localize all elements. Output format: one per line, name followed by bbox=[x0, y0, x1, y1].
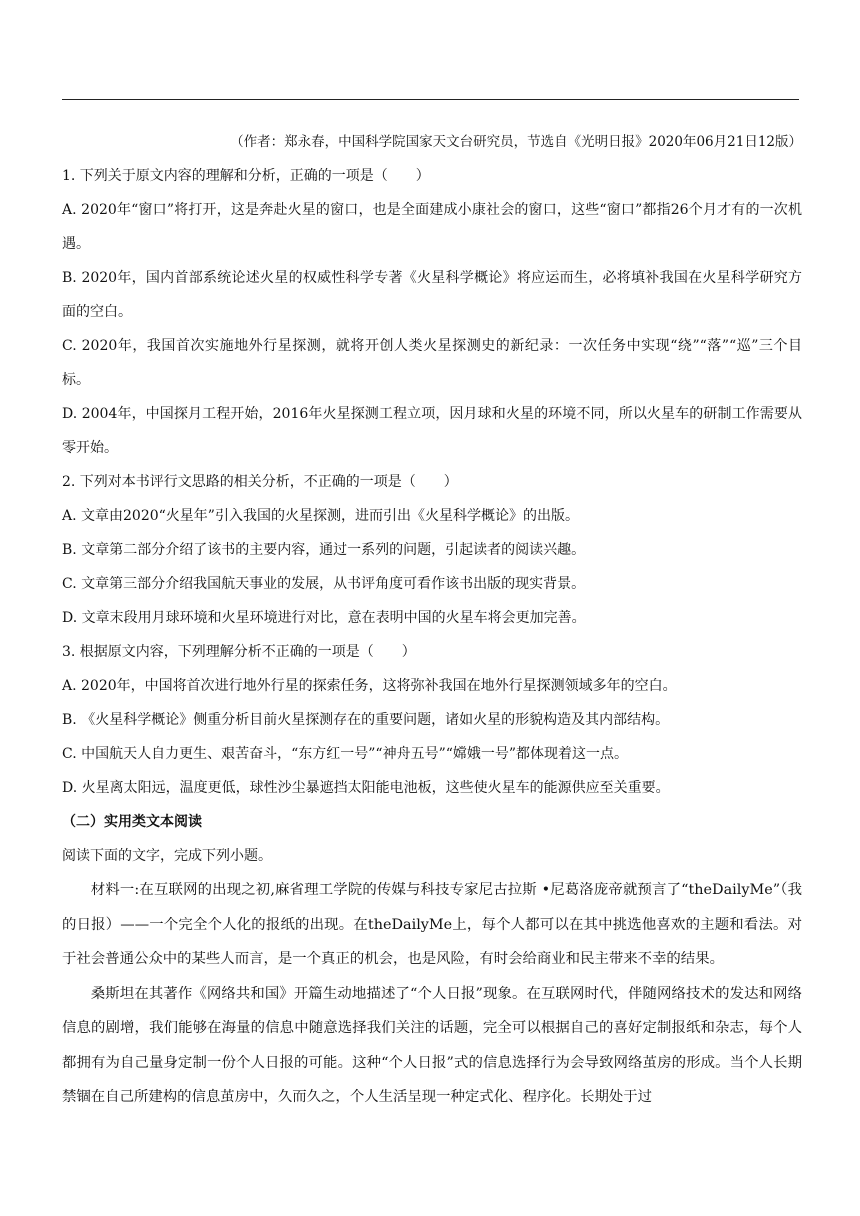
page-content bbox=[62, 132, 802, 1122]
question-2-option-a: A. 文章由2020“火星年”引入我国的火星探测，进而引出《火星科学概论》的出版。 bbox=[62, 508, 579, 524]
material-paragraph-2: 桑斯坦在其著作《网络共和国》开篇生动地描述了“个人日报”现象。在互联网时代，伴随网络技术的发达和网络信息的剧增，我们能够在海量的信息中随意选择我们关注的话题，完全可以根据自己的喜好定制报纸和杂志，每个人都拥有为自己量身定制一份个人日报的可能。这种“个人日报”式的信息选择行为会导致网络茧房的形成。当个人长期禁锢在自己所建构的信息茧房中，久而久之，个人生活呈现一种定式化、程序化。长期处于过 bbox=[62, 985, 802, 1105]
question-3-option-a: A. 2020年，中国将首次进行地外行星的探索任务，这将弥补我国在地外行星探测领域多年的空白。 bbox=[62, 678, 677, 694]
question-1-stem: 1. 下列关于原文内容的理解和分析，正确的一项是（ ） bbox=[62, 168, 430, 184]
question-1-option-d: D. 2004年，中国探月工程开始，2016年火星探测工程立项，因月球和火星的环境不同，所以火星车的研制工作需要从零开始。 bbox=[62, 406, 802, 456]
question-3-option-c: C. 中国航天人自力更生、艰苦奋斗，“东方红一号”“神舟五号”“嫦娥一号”都体现着这一点。 bbox=[62, 746, 629, 762]
section-heading: （二）实用类文本阅读 bbox=[62, 814, 202, 830]
question-2-option-c: C. 文章第三部分介绍我国航天事业的发展，从书评角度可看作该书出版的现实背景。 bbox=[62, 576, 586, 592]
question-2-option-b: B. 文章第二部分介绍了该书的主要内容，通过一系列的问题，引起读者的阅读兴趣。 bbox=[62, 542, 586, 558]
question-1-option-c: C. 2020年，我国首次实施地外行星探测，就将开创人类火星探测史的新纪录：一次任务中实现“绕”“落”“巡”三个目标。 bbox=[62, 338, 802, 388]
question-2-stem: 2. 下列对本书评行文思路的相关分析，不正确的一项是（ ） bbox=[62, 474, 458, 490]
question-3-option-d: D. 火星离太阳远，温度更低，球性沙尘暴遮挡太阳能电池板，这些使火星车的能源供应至关重要。 bbox=[62, 780, 670, 796]
question-3-stem: 3. 根据原文内容，下列理解分析不正确的一项是（ ） bbox=[62, 644, 416, 660]
question-1-option-b: B. 2020年，国内首部系统论述火星的权威性科学专著《火星科学概论》将应运而生，必将填补我国在火星科学研究方面的空白。 bbox=[62, 270, 802, 320]
question-1-option-a: A. 2020年“窗口”将打开，这是奔赴火星的窗口，也是全面建成小康社会的窗口，这些“窗口”都指26个月才有的一次机遇。 bbox=[62, 202, 802, 252]
reading-instruction: 阅读下面的文字，完成下列小题。 bbox=[62, 848, 272, 864]
header-rule bbox=[62, 99, 799, 100]
question-2-option-d: D. 文章末段用月球环境和火星环境进行对比，意在表明中国的火星车将会更加完善。 bbox=[62, 610, 586, 626]
question-3-option-b: B. 《火星科学概论》侧重分析目前火星探测存在的重要问题，诸如火星的形貌构造及其内部结构。 bbox=[62, 712, 670, 728]
author-line: （作者：郑永春，中国科学院国家天文台研究员，节选自《光明日报》2020年06月21日12版） bbox=[230, 134, 802, 150]
material-paragraph-1: 材料一:在互联网的出现之初,麻省理工学院的传媒与科技专家尼古拉斯 •尼葛洛庞帝就预言了“theDailyMe”（我的日报）——一个完全个人化的报纸的出现。在theDailyMe上，每个人都可以在其中挑选他喜欢的主题和看法。对于社会普通公众中的某些人而言，是一个真正的机会，也是风险，有时会给商业和民主带来不幸的结果。 bbox=[62, 882, 802, 967]
